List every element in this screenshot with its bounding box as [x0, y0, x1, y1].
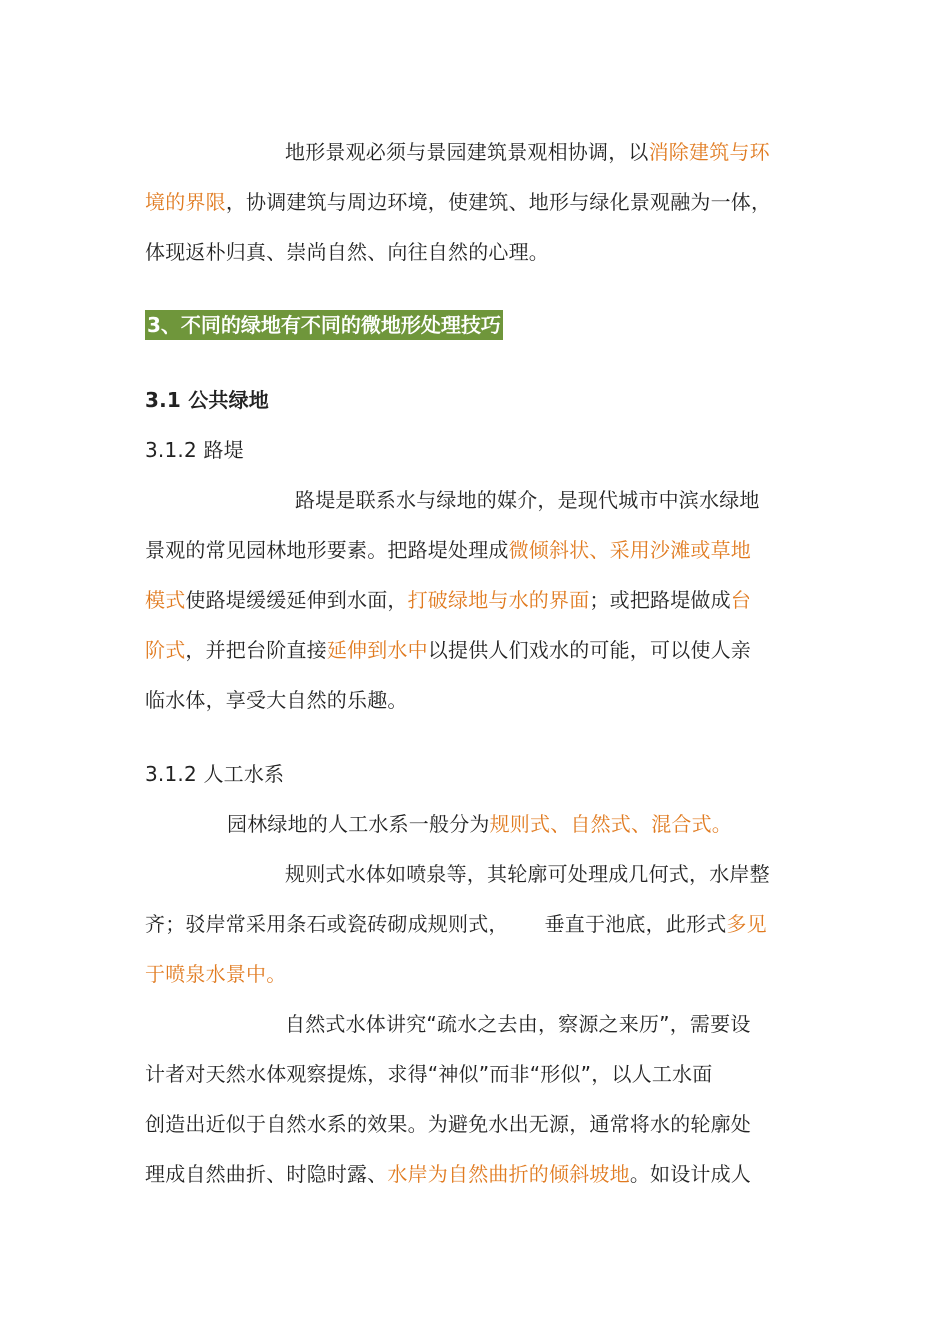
- levee-highlight: 延伸到水中: [326, 638, 428, 662]
- levee-text: ，并把台阶直接: [185, 638, 327, 662]
- levee-text: 临水体，享受大自然的乐趣。: [145, 688, 408, 712]
- water-text: 计者对天然水体观察提炼，求得“神似”而非“形似”，以人工水面: [145, 1062, 713, 1086]
- water-text: 垂直于池底，此形式: [544, 912, 727, 936]
- water-highlight: 于喷泉水景中。: [145, 962, 287, 986]
- levee-highlight: 模式: [145, 588, 186, 612]
- levee-text: 使路堤缓缓延伸到水面，: [185, 588, 408, 612]
- para1-line-3: [145, 238, 549, 266]
- levee-line-2: [145, 536, 751, 564]
- levee-line-1: [295, 486, 760, 514]
- natural-line-3: [145, 1110, 751, 1138]
- levee-line-4: [145, 636, 751, 664]
- regular-line-3: [145, 960, 286, 988]
- levee-line-3: [145, 586, 751, 614]
- water-text: 创造出近似于自然水系的效果。为避免水出无源，通常将水的轮廓处: [145, 1112, 751, 1136]
- levee-text: 以提供人们戏水的可能，可以使人亲: [427, 638, 752, 662]
- water-text: 规则式水体如喷泉等，其轮廓可处理成几何式，水岸整: [285, 862, 770, 886]
- para1-text: 体现返朴归真、崇尚自然、向往自然的心理。: [145, 240, 549, 264]
- water-highlight: 多见: [726, 912, 767, 936]
- para1-line-2: [145, 188, 771, 216]
- levee-highlight: 台: [730, 588, 752, 612]
- subsection-title-artificial-water: 3.1.2 人工水系: [145, 762, 285, 786]
- para1-text: ，协调建筑与周边环境，使建筑、地形与绿化景观融为一体，: [225, 190, 772, 214]
- regular-line-2: [145, 910, 767, 938]
- water-highlight: 规则式、自然式、混合式。: [489, 812, 733, 836]
- levee-highlight: 阶式: [145, 638, 186, 662]
- natural-line-4: [145, 1160, 751, 1188]
- para1-text: 地形景观必须与景园建筑景观相协调，以: [285, 140, 649, 164]
- regular-line-1: [285, 860, 770, 888]
- water-text: 。如设计成人: [629, 1162, 752, 1186]
- levee-line-5: [145, 686, 408, 714]
- levee-text: 路堤是联系水与绿地的媒介，是现代城市中滨水绿地: [295, 488, 760, 512]
- water-highlight: 水岸为自然曲折的倾斜坡地: [387, 1162, 630, 1186]
- water-intro-line: [227, 810, 732, 838]
- subsection-title-levee: 3.1.2 路堤: [145, 438, 244, 462]
- natural-line-2: [145, 1060, 712, 1088]
- para1-highlight: 境的界限: [145, 190, 226, 214]
- water-text: 理成自然曲折、时隐时露、: [145, 1162, 388, 1186]
- levee-highlight: 打破绿地与水的界面: [407, 588, 590, 612]
- water-text: 齐；驳岸常采用条石或瓷砖砌成规则式，: [145, 912, 509, 936]
- levee-highlight: 微倾斜状、采用沙滩或草地: [508, 538, 752, 562]
- section-heading-banner: 3、不同的绿地有不同的微地形处理技巧: [145, 310, 503, 340]
- levee-text: 景观的常见园林地形要素。把路堤处理成: [145, 538, 509, 562]
- water-text: 园林绿地的人工水系一般分为: [227, 812, 490, 836]
- water-text: 自然式水体讲究“疏水之去由，察源之来历”，需要设: [285, 1012, 751, 1036]
- para1-highlight: 消除建筑与环: [648, 140, 770, 164]
- subsection-title-3-1: 3.1 公共绿地: [145, 388, 269, 412]
- levee-text: ；或把路堤做成: [589, 588, 731, 612]
- natural-line-1: [285, 1010, 751, 1038]
- para1-line-1: [285, 138, 770, 166]
